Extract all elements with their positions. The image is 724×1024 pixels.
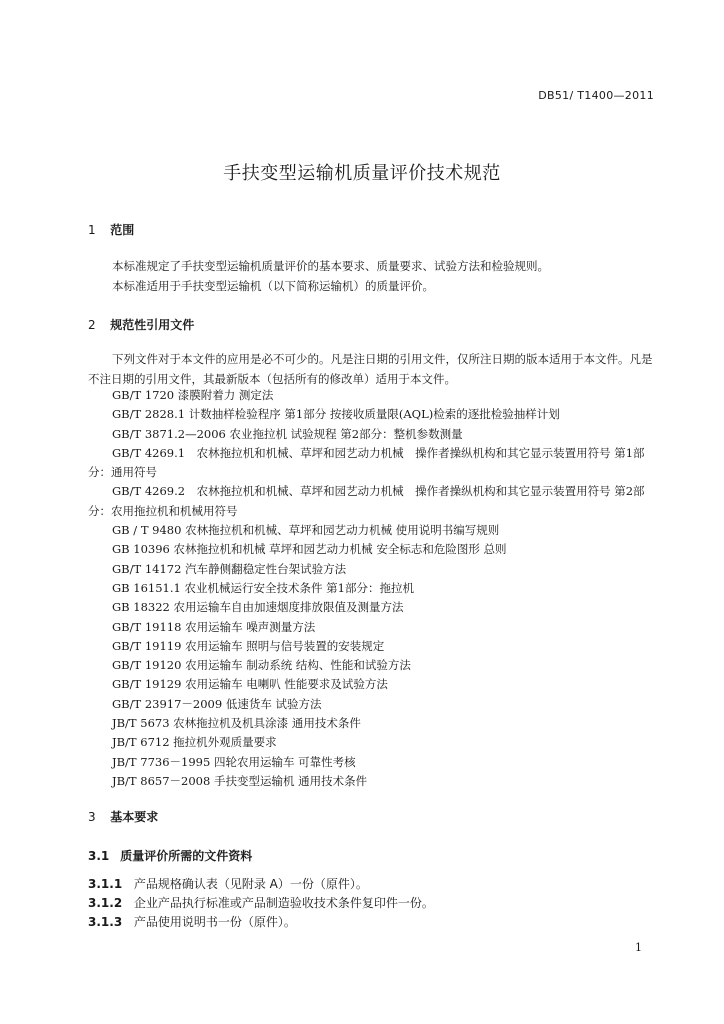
clause-item [88,913,296,930]
section-number: 1 [88,223,96,237]
subsection-number: 3.1 [88,849,110,863]
clause-number: 3.1.1 [88,877,123,891]
paragraph: 本标准规定了手扶变型运输机质量评价的基本要求、质量要求、试验方法和检验规则。 [112,259,549,273]
reference-item: GB/T 14172 汽车静侧翻稳定性台架试验方法 [112,561,347,576]
reference-item: GB/T 19119 农用运输车 照明与信号装置的安装规定 [112,638,385,653]
page-title: 手扶变型运输机质量评价技术规范 [223,163,501,184]
subsection-title: 质量评价所需的文件资料 [120,849,253,863]
reference-item: GB/T 3871.2—2006 农业拖拉机 试验规程 第2部分：整机参数测量 [112,426,463,441]
reference-item: GB/T 23917－2009 低速货车 试验方法 [112,696,322,711]
reference-item: GB 18322 农用运输车自由加速烟度排放限值及测量方法 [112,600,404,615]
section-heading-scope [88,221,134,238]
reference-item: GB/T 19120 农用运输车 制动系统 结构、性能和试验方法 [112,658,411,673]
reference-item: GB/T 4269.2 农林拖拉机和机械、草坪和园艺动力机械 操作者操纵机构和其它显示装置用符号 第2部分：农用拖拉机和机械用符号 [88,484,645,518]
page-number: 1 [635,941,642,954]
clause-number: 3.1.2 [88,896,123,910]
reference-item: GB 16151.1 农业机械运行安全技术条件 第1部分：拖拉机 [112,580,414,595]
reference-item: GB/T 4269.1 农林拖拉机和机械、草坪和园艺动力机械 操作者操纵机构和其它显示装置用符号 第1部分：通用符号 [88,445,645,480]
clause-item [88,875,368,892]
reference-item: JB/T 8657－2008 手扶变型运输机 通用技术条件 [112,773,368,788]
reference-item: JB/T 6712 拖拉机外观质量要求 [112,735,277,750]
clause-text: 企业产品执行标准或产品制造验收技术条件复印件一份。 [133,896,434,910]
reference-item: GB/T 1720 漆膜附着力 测定法 [112,388,274,402]
reference-item: JB/T 5673 农林拖拉机及机具涂漆 通用技术条件 [112,716,361,731]
document-code: DB51/ T1400—2011 [538,89,654,102]
section-heading-basic-requirements [88,808,158,825]
clause-text: 产品规格确认表（见附录 A）一份（原件）。 [133,877,368,891]
reference-item: GB / T 9480 农林拖拉机和机械、草坪和园艺动力机械 使用说明书编写规则 [112,523,500,538]
section-heading-normative-references [88,316,194,333]
section-title: 基本要求 [110,810,159,824]
reference-item: GB/T 2828.1 计数抽样检验程序 第1部分 按接收质量限(AQL)检索的逐批检验抽样计划 [112,407,560,422]
reference-list [88,386,660,791]
section-number: 3 [88,810,96,824]
section-title: 规范性引用文件 [110,318,195,332]
clause-item [88,894,434,911]
clause-text: 产品使用说明书一份（原件）。 [133,915,296,929]
reference-item: GB 10396 农林拖拉机和机械 草坪和园艺动力机械 安全标志和危险图形 总则 [112,542,507,557]
section-number: 2 [88,318,96,332]
subsection-heading [88,847,252,864]
paragraph: 下列文件对于本文件的应用是必不可少的。凡是注日期的引用文件，仅所注日期的版本适用于本文件。凡是不注日期的引用文件，其最新版本（包括所有的修改单）适用于本文件。 [88,352,653,386]
reference-item: GB/T 19118 农用运输车 噪声测量方法 [112,619,316,634]
section-title: 范围 [110,223,135,237]
reference-item: JB/T 7736－1995 四轮农用运输车 可靠性考核 [112,754,356,769]
clause-number: 3.1.3 [88,915,123,929]
paragraph: 本标准适用于手扶变型运输机（以下简称运输机）的质量评价。 [112,279,434,293]
reference-item: GB/T 19129 农用运输车 电喇叭 性能要求及试验方法 [112,677,388,692]
